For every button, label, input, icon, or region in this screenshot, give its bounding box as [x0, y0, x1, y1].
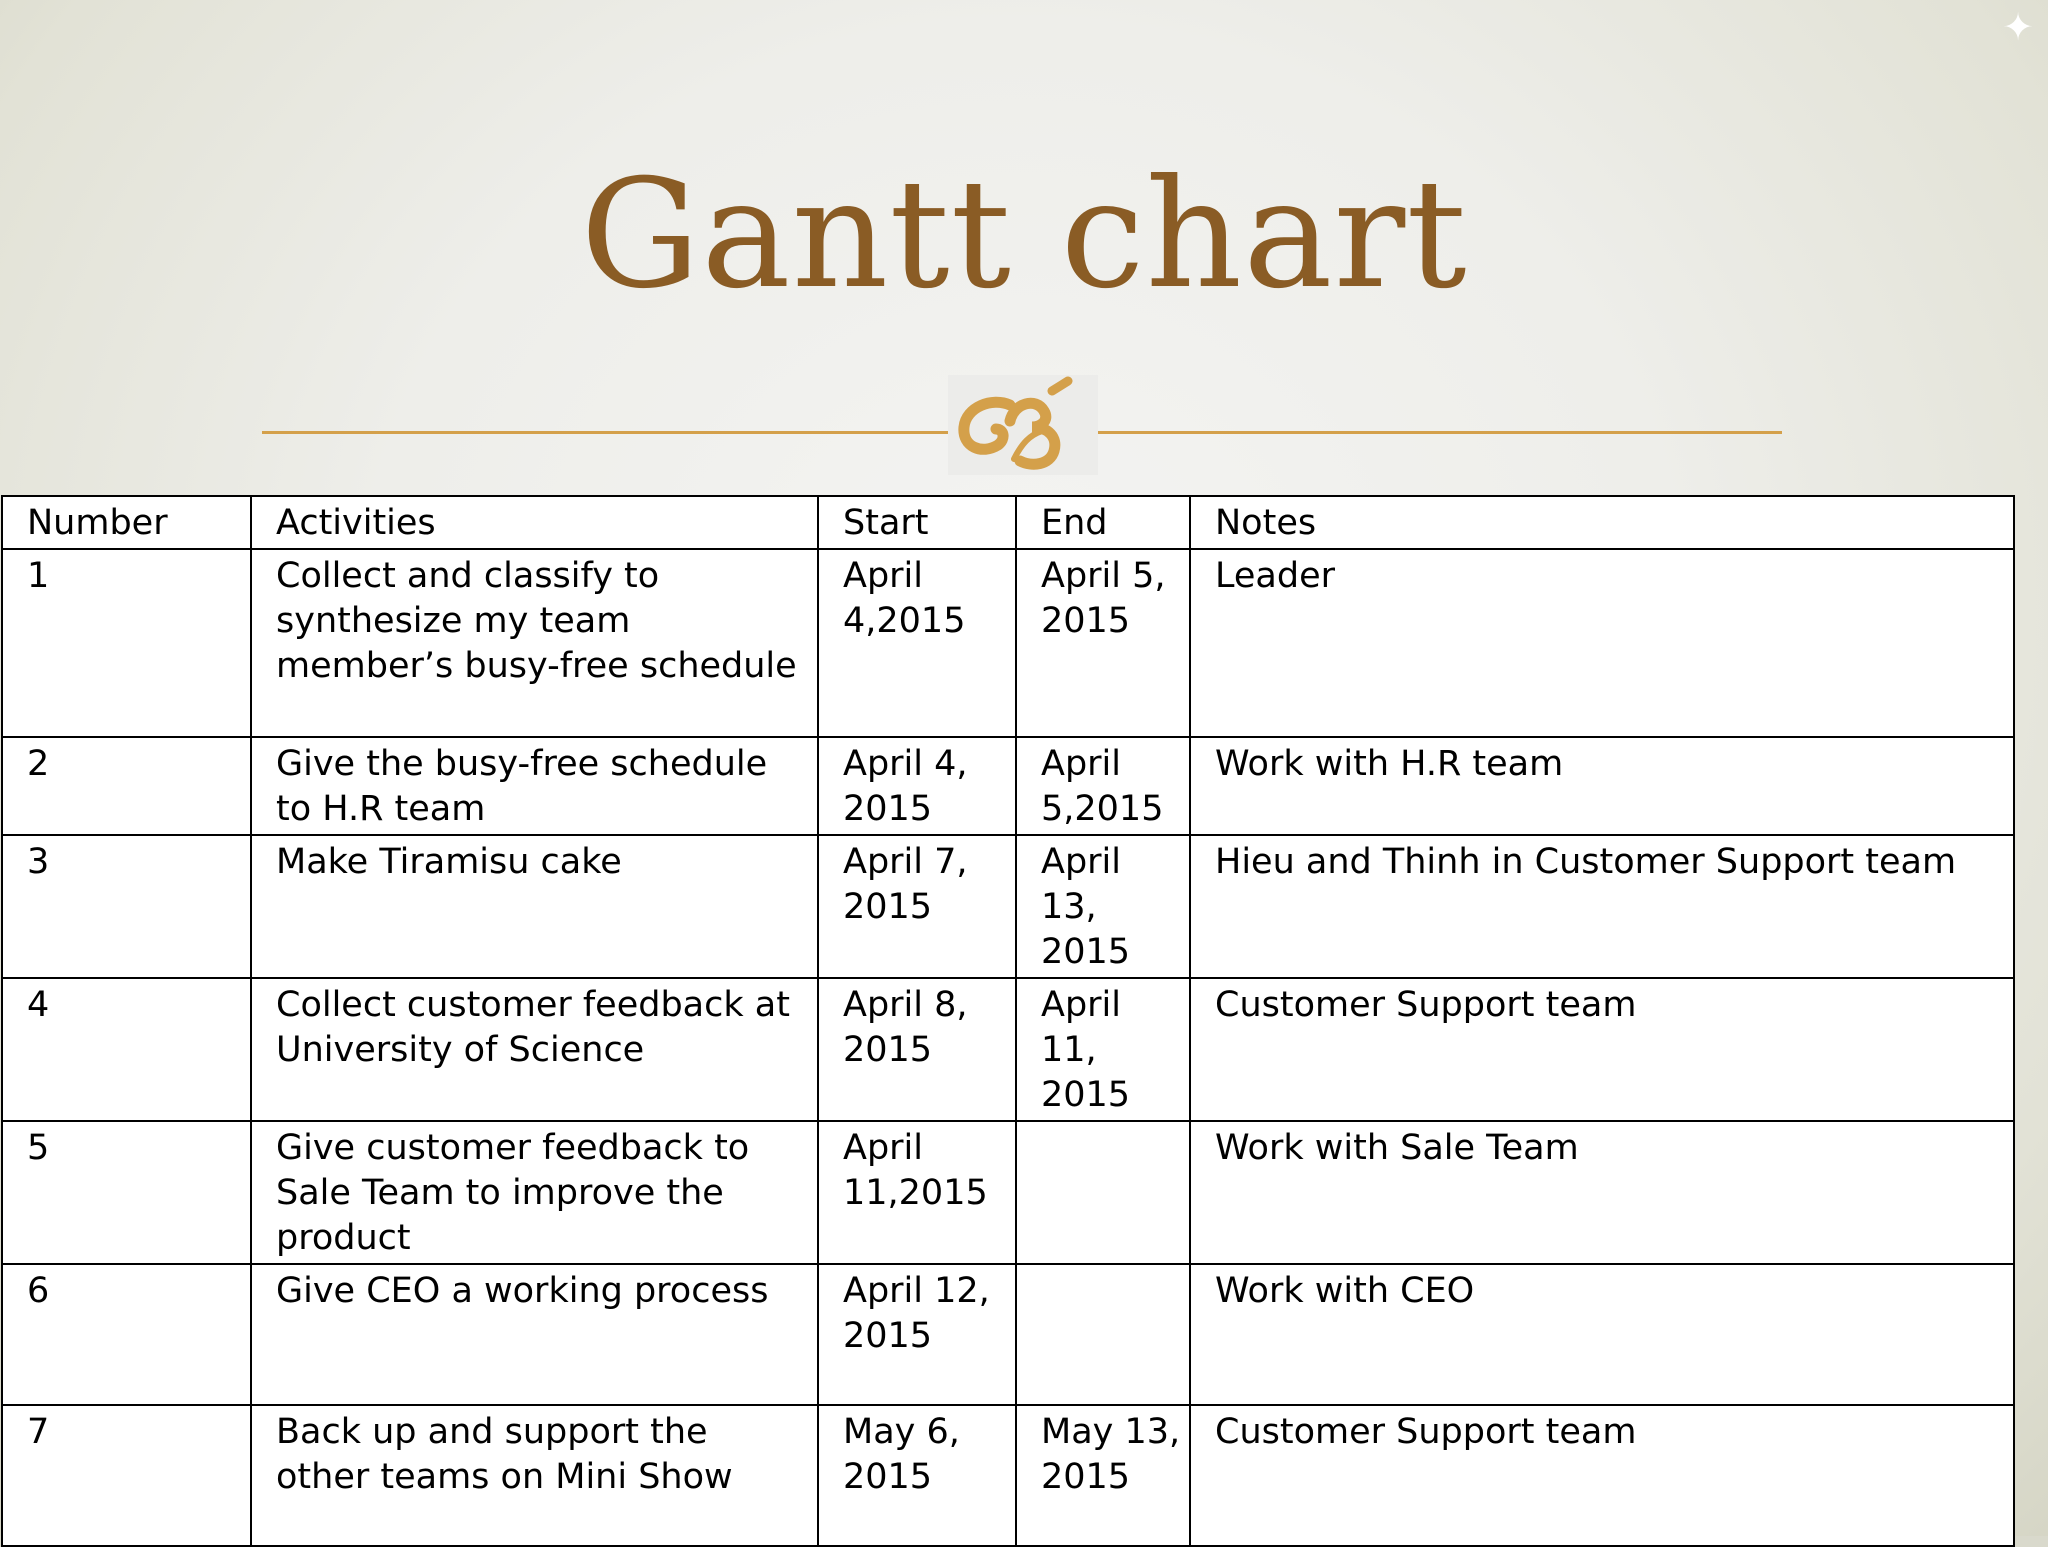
header-end: End — [1016, 496, 1190, 549]
cell-activity: Collect customer feedback at University of Science — [251, 978, 818, 1121]
cell-activity: Give the busy-free schedule to H.R team — [251, 737, 818, 835]
cell-end: April 13, 2015 — [1016, 835, 1190, 978]
cell-start: May 6, 2015 — [818, 1405, 1016, 1546]
cell-number: 5 — [2, 1121, 251, 1264]
cell-start: April 8, 2015 — [818, 978, 1016, 1121]
gantt-table — [1, 495, 2015, 1547]
table-row — [2, 1121, 2014, 1264]
cell-end: April 5,2015 — [1016, 737, 1190, 835]
cell-start: April 11,2015 — [818, 1121, 1016, 1264]
cell-notes: Hieu and Thinh in Customer Support team — [1190, 835, 2014, 978]
cell-activity: Give CEO a working process — [251, 1264, 818, 1405]
cell-activity: Give customer feedback to Sale Team to improve the product — [251, 1121, 818, 1264]
flourish-ornament-icon — [948, 375, 1098, 475]
cell-notes: Work with CEO — [1190, 1264, 2014, 1405]
header-number: Number — [2, 496, 251, 549]
header-start: Start — [818, 496, 1016, 549]
table-row — [2, 549, 2014, 737]
header-notes: Notes — [1190, 496, 2014, 549]
table-row — [2, 978, 2014, 1121]
cell-start: April 4,2015 — [818, 549, 1016, 737]
cell-number: 2 — [2, 737, 251, 835]
cell-start: April 4, 2015 — [818, 737, 1016, 835]
cell-number: 7 — [2, 1405, 251, 1546]
cell-number: 3 — [2, 835, 251, 978]
cell-notes: Customer Support team — [1190, 978, 2014, 1121]
table-row — [2, 835, 2014, 978]
table-row — [2, 1264, 2014, 1405]
cell-end: April 5, 2015 — [1016, 549, 1190, 737]
table-row — [2, 1405, 2014, 1546]
cell-notes: Leader — [1190, 549, 2014, 737]
cell-activity: Collect and classify to synthesize my team member’s busy-free schedule — [251, 549, 818, 737]
cell-start: April 7, 2015 — [818, 835, 1016, 978]
cell-activity: Back up and support the other teams on Mini Show — [251, 1405, 818, 1546]
four-point-star-icon: ✦ — [2002, 5, 2034, 49]
cell-activity: Make Tiramisu cake — [251, 835, 818, 978]
cell-number: 6 — [2, 1264, 251, 1405]
cell-end: April 11, 2015 — [1016, 978, 1190, 1121]
cell-end — [1016, 1121, 1190, 1264]
cell-end: May 13, 2015 — [1016, 1405, 1190, 1546]
cell-number: 1 — [2, 549, 251, 737]
header-activities: Activities — [251, 496, 818, 549]
table-row — [2, 737, 2014, 835]
slide-title: Gantt chart — [580, 148, 1468, 322]
cell-end — [1016, 1264, 1190, 1405]
cell-notes: Work with Sale Team — [1190, 1121, 2014, 1264]
cell-start: April 12, 2015 — [818, 1264, 1016, 1405]
cell-number: 4 — [2, 978, 251, 1121]
cell-notes: Work with H.R team — [1190, 737, 2014, 835]
cell-notes: Customer Support team — [1190, 1405, 2014, 1546]
table-header-row — [2, 496, 2014, 549]
